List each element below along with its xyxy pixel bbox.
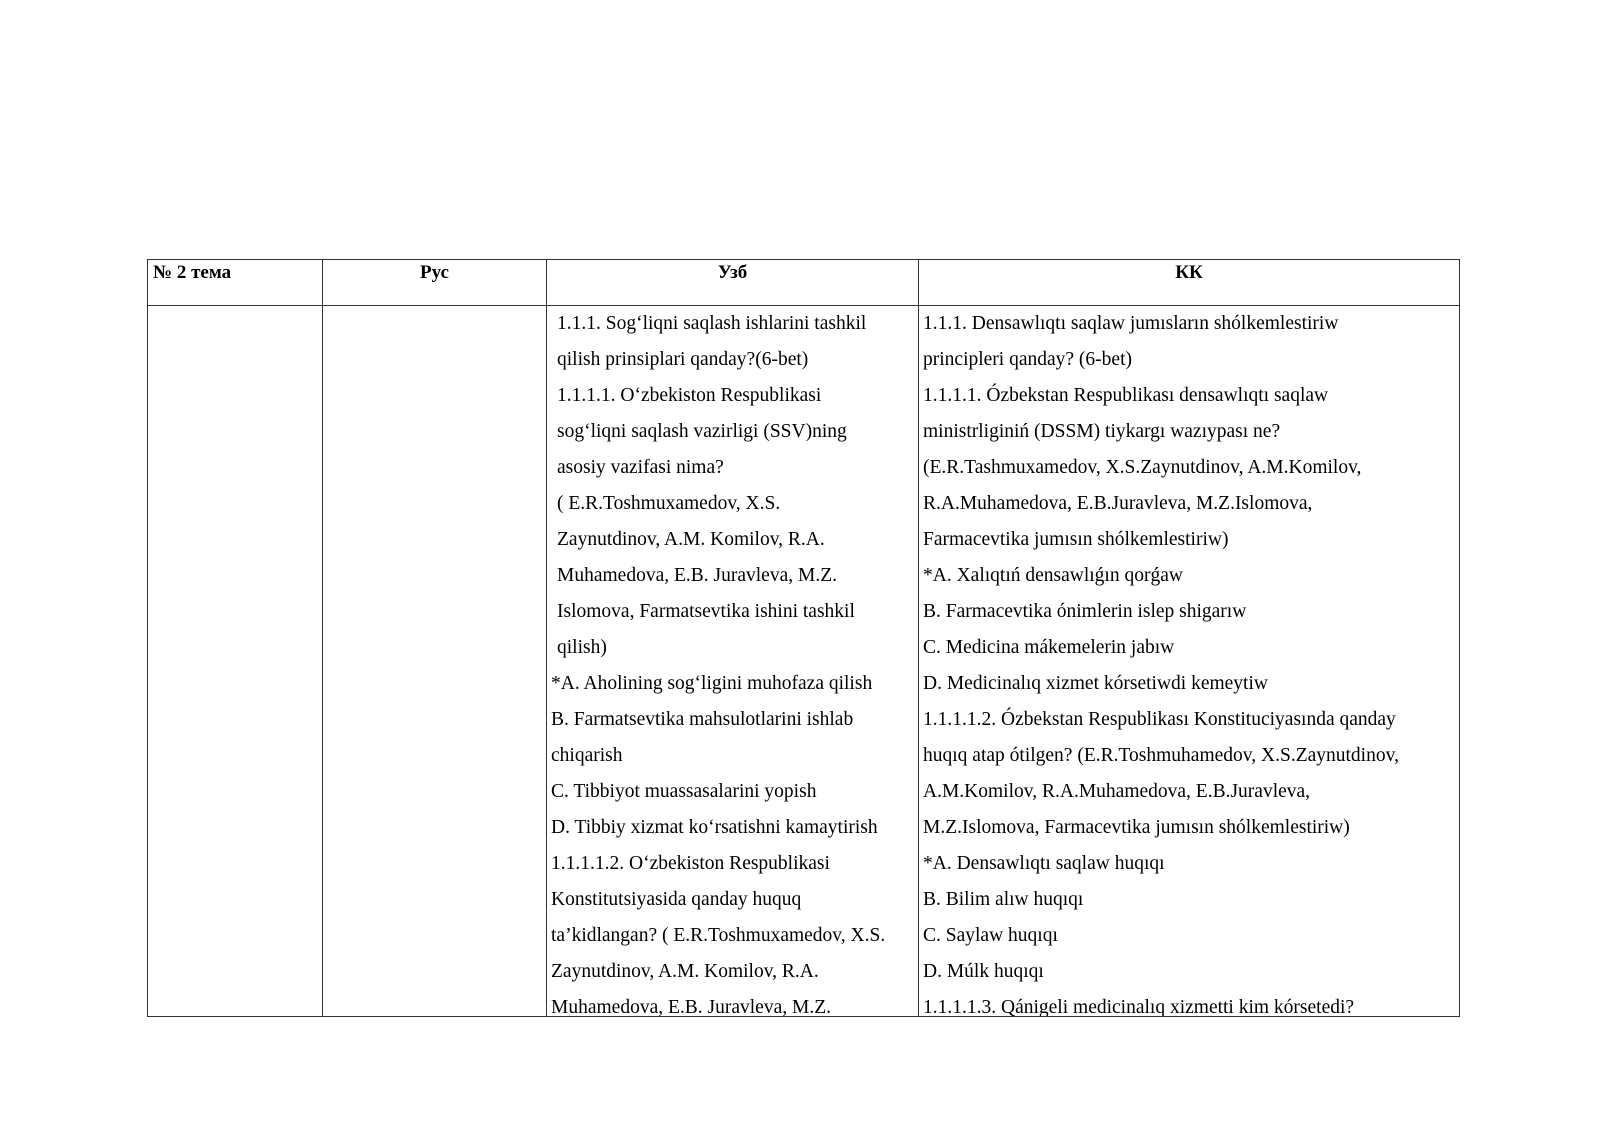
kk-line: C. Saylaw huqıqı [923, 925, 1058, 946]
rus-cell [323, 306, 547, 1017]
uzb-line: asosiy vazifasi nima? [557, 457, 724, 478]
uzb-text [547, 306, 918, 1016]
uzb-line: qilish prinsiplari qanday?(6-bet) [557, 349, 809, 370]
uzb-line: chiqarish [551, 745, 623, 766]
header-uzb: Узб [547, 260, 919, 306]
kk-line: (E.R.Tashmuxamedov, X.S.Zaynutdinov, A.M.Komilov, [923, 457, 1362, 478]
kk-line: D. Medicinalıq xizmet kórsetiwdi kemeytiw [923, 673, 1268, 694]
kk-cell [919, 306, 1460, 1017]
kk-line: *A. Xalıqtıń densawlıǵın qorǵaw [923, 565, 1183, 586]
kk-line: huqıq atap ótilgen? (E.R.Toshmuhamedov, X.S.Zaynutdinov, [923, 745, 1399, 766]
uzb-line: 1.1.1. Sog‘liqni saqlash ishlarini tashkil [557, 313, 867, 334]
uzb-line: ta’kidlangan? ( E.R.Toshmuxamedov, X.S. [551, 925, 886, 946]
kk-line: *A. Densawlıqtı saqlaw huqıqı [923, 853, 1165, 874]
questions-table [147, 259, 1460, 1017]
table-row [148, 306, 1460, 1017]
header-topic: № 2 тема [148, 260, 323, 306]
kk-line: C. Medicina mákemelerin jabıw [923, 637, 1175, 658]
uzb-line: ( E.R.Toshmuxamedov, X.S. [557, 493, 781, 514]
uzb-line: Zaynutdinov, A.M. Komilov, R.A. [551, 961, 819, 982]
uzb-line: Muhamedova, E.B. Juravleva, M.Z. [557, 565, 837, 586]
kk-line: B. Farmacevtika ónimlerin islep shigarıw [923, 601, 1247, 622]
kk-line: ministrliginiń (DSSM) tiykargı wazıypası ne? [923, 421, 1281, 442]
uzb-line: *A. Aholining sog‘ligini muhofaza qilish [551, 673, 873, 694]
header-rus: Рус [323, 260, 547, 306]
uzb-line: 1.1.1.1. O‘zbekiston Respublikasi [557, 385, 822, 406]
kk-line: B. Bilim alıw huqıqı [923, 889, 1084, 910]
topic-cell [148, 306, 323, 1017]
kk-line: 1.1.1.1.3. Qánigeli medicinalıq xizmetti kim kórsetedi? [923, 997, 1355, 1016]
kk-line: R.A.Muhamedova, E.B.Juravleva, M.Z.Islomova, [923, 493, 1313, 514]
kk-line: 1.1.1. Densawlıqtı saqlaw jumısların shólkemlestiriw [923, 313, 1339, 334]
uzb-line: Islomova, Farmatsevtika ishini tashkil [557, 601, 855, 622]
uzb-line: qilish) [557, 637, 607, 658]
uzb-line: Muhamedova, E.B. Juravleva, M.Z. [551, 997, 831, 1016]
kk-line: A.M.Komilov, R.A.Muhamedova, E.B.Juravleva, [923, 781, 1311, 802]
uzb-line: B. Farmatsevtika mahsulotlarini ishlab [551, 709, 854, 730]
table-header-row [148, 260, 1460, 306]
header-kk: КК [919, 260, 1460, 306]
kk-line: M.Z.Islomova, Farmacevtika jumısın shólkemlestiriw) [923, 817, 1350, 838]
kk-text [919, 306, 1459, 1016]
kk-line: 1.1.1.1. Ózbekstan Respublikası densawlıqtı saqlaw [923, 385, 1329, 406]
kk-line: Farmacevtika jumısın shólkemlestiriw) [923, 529, 1229, 550]
uzb-line: D. Tibbiy xizmat ko‘rsatishni kamaytirish [551, 817, 878, 838]
kk-line: 1.1.1.1.2. Ózbekstan Respublikası Konstituciyasında qanday [923, 709, 1396, 730]
kk-line: D. Múlk huqıqı [923, 961, 1044, 982]
uzb-line: sog‘liqni saqlash vazirligi (SSV)ning [557, 421, 847, 442]
uzb-line: 1.1.1.1.2. O‘zbekiston Respublikasi [551, 853, 830, 874]
uzb-line: Zaynutdinov, A.M. Komilov, R.A. [557, 529, 825, 550]
uzb-line: C. Tibbiyot muassasalarini yopish [551, 781, 817, 802]
uzb-line: Konstitutsiyasida qanday huquq [551, 889, 802, 910]
kk-line: principleri qanday? (6-bet) [923, 349, 1132, 370]
uzb-cell [547, 306, 919, 1017]
